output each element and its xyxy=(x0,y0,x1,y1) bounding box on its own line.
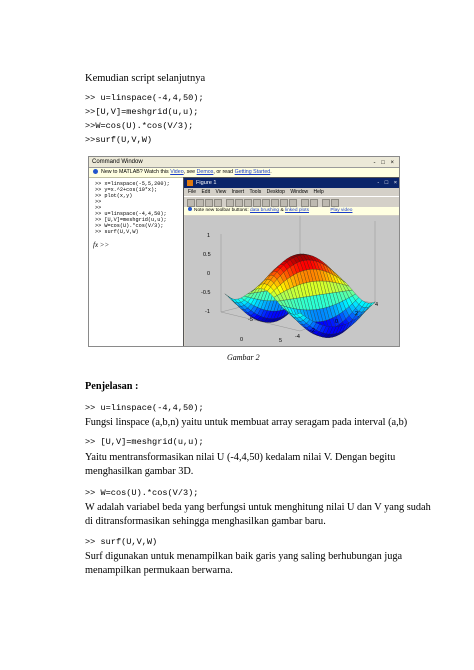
cw-line: >> y=x.^2+cos(10*x); xyxy=(95,187,158,193)
info-end: . xyxy=(270,169,272,175)
video-link[interactable]: Video xyxy=(170,169,184,175)
menu-help[interactable]: Help xyxy=(313,189,324,195)
z-tick-label: 0.5 xyxy=(203,252,211,258)
explanation-heading: Penjelasan : xyxy=(85,381,139,392)
explanation-code-3: >> W=cos(U).*cos(V/3); xyxy=(85,488,199,498)
data-cursor-icon[interactable] xyxy=(271,199,279,207)
cw-line: >> plot(x,y) xyxy=(95,193,133,199)
cw-line: >> u=linspace(-4,4,50); xyxy=(95,211,167,217)
intro-code-line-2: >>[U,V]=meshgrid(u,u); xyxy=(85,107,199,117)
play-video-link[interactable]: Play video xyxy=(330,208,353,213)
legend-icon[interactable] xyxy=(310,199,318,207)
command-window-title: Command Window xyxy=(92,159,143,165)
menu-window[interactable]: Window xyxy=(290,189,309,195)
hide-tools-icon[interactable] xyxy=(322,199,330,207)
show-tools-icon[interactable] xyxy=(331,199,339,207)
explanation-text-2b: menghasilkan gambar 3D. xyxy=(85,466,194,477)
intro-heading: Kemudian script selanjutnya xyxy=(85,73,206,84)
intro-code-line-4: >>surf(U,V,W) xyxy=(85,135,153,145)
open-icon[interactable] xyxy=(196,199,204,207)
command-window-controls[interactable]: - □ × xyxy=(373,160,396,166)
demos-link[interactable]: Demos xyxy=(196,169,214,175)
figure-menubar xyxy=(184,188,400,196)
link-icon[interactable] xyxy=(289,199,297,207)
pan-icon[interactable] xyxy=(253,199,261,207)
command-window-titlebar xyxy=(89,157,399,168)
explanation-code-1: >> u=linspace(-4,4,50); xyxy=(85,403,204,413)
cw-line: >> surf(U,V,W) xyxy=(95,229,139,235)
intro-code-line-3: >>W=cos(U).*cos(V/3); xyxy=(85,121,194,131)
z-tick-label: -0.5 xyxy=(201,290,211,296)
data-brushing-link[interactable]: data brushing xyxy=(250,208,280,213)
y-tick-label: 2 xyxy=(355,311,359,317)
figure-titlebar xyxy=(184,178,400,188)
plot-area xyxy=(185,216,400,347)
figure-window-controls[interactable]: - □ × xyxy=(377,180,399,186)
menu-edit[interactable]: Edit xyxy=(201,189,211,195)
z-tick-label: -1 xyxy=(205,309,210,315)
y-tick-label: 0 xyxy=(335,319,339,325)
cw-line: >> xyxy=(95,205,102,211)
explanation-text-3b: di ditransformasikan sehingga menghasilkan gambar baru. xyxy=(85,516,326,527)
info-icon xyxy=(188,207,192,211)
info-icon xyxy=(93,169,98,174)
pointer-icon[interactable] xyxy=(226,199,234,207)
intro-code-line-1: >> u=linspace(-4,4,50); xyxy=(85,93,204,103)
explanation-text-3a: W adalah variabel beda yang berfungsi untuk menghitung nilai U dan V yang sudah xyxy=(85,502,431,513)
explanation-text-4a: Surf digunakan untuk menampilkan baik garis yang saling berhubungan juga xyxy=(85,551,403,562)
cw-line: >> x=linspace(-5,5,200); xyxy=(95,181,170,187)
linked-plots-link[interactable]: linked plots xyxy=(284,208,309,213)
info-sep-1: , see xyxy=(183,169,196,175)
menu-file[interactable]: File xyxy=(188,189,197,195)
y-tick-label: -4 xyxy=(295,334,300,340)
cw-line: >> xyxy=(95,199,102,205)
cw-line: >> [U,V]=meshgrid(u,u); xyxy=(95,217,167,223)
menu-desktop[interactable]: Desktop xyxy=(266,189,285,195)
zoom-in-icon[interactable] xyxy=(235,199,243,207)
info-prefix: New to MATLAB? Watch this xyxy=(101,169,169,175)
explanation-text-4b: menampilkan permukaan berwarna. xyxy=(85,565,233,576)
getting-started-link[interactable]: Getting Started xyxy=(234,169,271,175)
figure-window xyxy=(183,177,400,347)
note-prefix: Note new toolbar buttons: xyxy=(194,208,249,213)
zoom-out-icon[interactable] xyxy=(244,199,252,207)
z-tick-label: 1 xyxy=(207,233,211,239)
menu-insert[interactable]: Insert xyxy=(231,189,245,195)
menu-view[interactable]: View xyxy=(215,189,227,195)
note-and: & xyxy=(280,208,284,213)
explanation-text-2a: Yaitu mentransformasikan nilai U (-4,4,50) kedalam nilai V. Dengan begitu xyxy=(85,452,396,463)
figure-caption: Gambar 2 xyxy=(227,353,260,362)
explanation-text-1: Fungsi linspace (a,b,n) yaitu untuk membuat array seragam pada interval (a,b) xyxy=(85,417,408,428)
x-tick-label: -5 xyxy=(248,317,253,323)
figure-note-bar xyxy=(184,207,400,215)
colorbar-icon[interactable] xyxy=(301,199,309,207)
z-tick-label: 0 xyxy=(207,271,211,277)
surface-mesh xyxy=(225,254,375,338)
save-icon[interactable] xyxy=(205,199,213,207)
surface-plot xyxy=(185,216,400,347)
matlab-logo-icon xyxy=(187,180,193,186)
info-sep-2: , or read xyxy=(213,169,234,175)
print-icon[interactable] xyxy=(214,199,222,207)
x-tick-label: 0 xyxy=(240,337,244,343)
rotate-icon[interactable] xyxy=(262,199,270,207)
explanation-code-4: >> surf(U,V,W) xyxy=(85,537,158,547)
cw-line: >> W=cos(U).*cos(V/3); xyxy=(95,223,164,229)
menu-tools[interactable]: Tools xyxy=(249,189,262,195)
explanation-code-2: >> [U,V]=meshgrid(u,u); xyxy=(85,437,204,447)
figure-title: Figure 1 xyxy=(196,180,217,186)
command-prompt[interactable]: fx >> xyxy=(93,241,110,249)
new-figure-icon[interactable] xyxy=(187,199,195,207)
y-tick-label: 4 xyxy=(375,302,379,308)
y-tick-label: -2 xyxy=(310,328,315,334)
matlab-screenshot xyxy=(88,156,400,347)
x-tick-label: 5 xyxy=(279,338,283,344)
brush-icon[interactable] xyxy=(280,199,288,207)
